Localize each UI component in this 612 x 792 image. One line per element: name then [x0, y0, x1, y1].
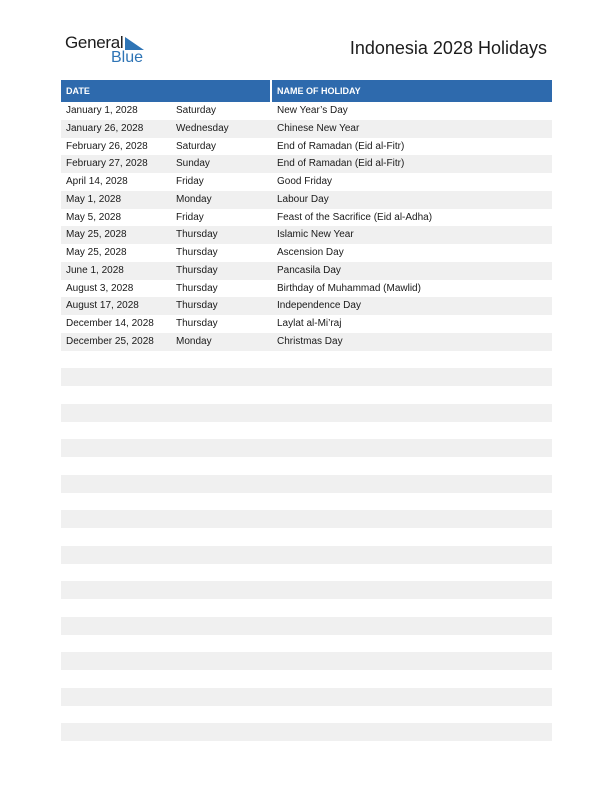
page-title: Indonesia 2028 Holidays	[349, 38, 547, 58]
table-row	[61, 226, 552, 244]
cell-date: June 1, 2028	[66, 264, 124, 276]
cell-day: Thursday	[176, 318, 218, 329]
empty-row	[61, 422, 552, 440]
table-row	[61, 333, 552, 351]
cell-day: Sunday	[176, 158, 210, 170]
holiday-table	[61, 80, 552, 741]
cell-holiday: Good Friday	[277, 176, 333, 187]
empty-row	[61, 617, 552, 635]
empty-row	[61, 670, 552, 688]
cell-day: Thursday	[176, 282, 218, 294]
cell-day: Friday	[176, 211, 204, 223]
cell-holiday: End of Ramadan (Eid al-Fitr)	[277, 140, 405, 152]
cell-holiday: End of Ramadan (Eid al-Fitr)	[277, 158, 405, 170]
cell-day: Monday	[176, 335, 212, 347]
cell-date: December 25, 2028	[66, 335, 154, 347]
empty-row	[61, 546, 552, 564]
cell-date: May 1, 2028	[66, 193, 122, 205]
cell-date: December 14, 2028	[66, 318, 154, 329]
cell-holiday: Labour Day	[277, 193, 329, 205]
logo-word-general: General	[65, 33, 124, 52]
empty-row	[61, 493, 552, 511]
cell-date: February 26, 2028	[66, 140, 148, 152]
header-holiday-name: NAME OF HOLIDAY	[277, 86, 361, 96]
empty-row	[61, 581, 552, 599]
cell-date: May 25, 2028	[66, 247, 127, 258]
cell-day: Saturday	[176, 140, 217, 152]
empty-row	[61, 404, 552, 422]
empty-row	[61, 475, 552, 493]
table-row	[61, 297, 552, 315]
generalblue-logo	[65, 33, 155, 69]
empty-row	[61, 652, 552, 670]
empty-row	[61, 386, 552, 404]
cell-holiday: Feast of the Sacrifice (Eid al-Adha)	[277, 211, 433, 223]
table-row	[61, 173, 552, 191]
table-row	[61, 120, 552, 138]
logo-word-blue: Blue	[111, 49, 144, 66]
cell-holiday: Independence Day	[277, 300, 361, 312]
empty-row	[61, 368, 552, 386]
empty-row	[61, 723, 552, 741]
cell-holiday: Pancasila Day	[277, 264, 341, 276]
cell-date: January 1, 2028	[66, 105, 138, 116]
cell-day: Thursday	[176, 300, 218, 312]
table-row	[61, 209, 552, 227]
cell-day: Thursday	[176, 264, 218, 276]
cell-day: Monday	[176, 193, 212, 205]
header-date: DATE	[66, 86, 90, 96]
table-row	[61, 315, 552, 333]
empty-row	[61, 599, 552, 617]
empty-row	[61, 439, 552, 457]
table-row	[61, 262, 552, 280]
cell-holiday: Chinese New Year	[277, 122, 360, 134]
cell-day: Wednesday	[176, 122, 229, 134]
cell-day: Thursday	[176, 247, 218, 258]
cell-holiday: Ascension Day	[277, 247, 344, 258]
cell-date: May 25, 2028	[66, 229, 127, 241]
table-row	[61, 280, 552, 298]
empty-row	[61, 510, 552, 528]
cell-holiday: Christmas Day	[277, 335, 343, 347]
cell-date: February 27, 2028	[66, 158, 148, 170]
table-header	[61, 80, 552, 102]
empty-row	[61, 688, 552, 706]
empty-row	[61, 635, 552, 653]
empty-row	[61, 528, 552, 546]
cell-holiday: Laylat al-Mi’raj	[277, 318, 342, 329]
cell-date: January 26, 2028	[66, 122, 144, 134]
table-row	[61, 102, 552, 120]
table-row	[61, 191, 552, 209]
cell-date: April 14, 2028	[66, 176, 128, 187]
empty-row	[61, 564, 552, 582]
cell-date: August 17, 2028	[66, 300, 139, 312]
table-row	[61, 138, 552, 156]
cell-day: Thursday	[176, 229, 218, 241]
cell-date: May 5, 2028	[66, 211, 122, 223]
empty-row	[61, 457, 552, 475]
cell-day: Saturday	[176, 105, 217, 116]
table-row	[61, 244, 552, 262]
empty-row	[61, 351, 552, 369]
header-divider	[270, 80, 272, 102]
empty-row	[61, 706, 552, 724]
cell-holiday: New Year’s Day	[277, 105, 348, 116]
cell-holiday: Islamic New Year	[277, 229, 354, 241]
table-body	[61, 102, 552, 741]
table-row	[61, 155, 552, 173]
cell-holiday: Birthday of Muhammad (Mawlid)	[277, 282, 421, 294]
cell-day: Friday	[176, 176, 204, 187]
cell-date: August 3, 2028	[66, 282, 134, 294]
